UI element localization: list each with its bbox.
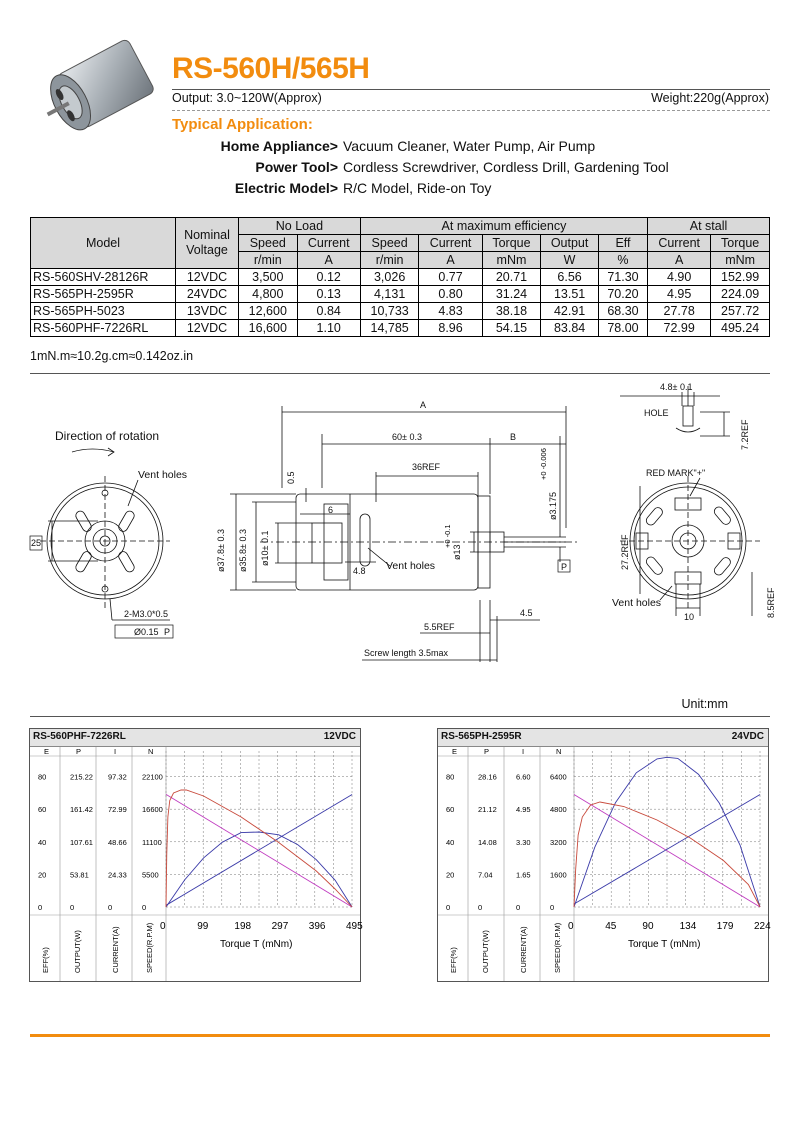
y-tick: 0 (446, 903, 451, 912)
y-tick: 1600 (550, 870, 567, 880)
th-voltage: Nominal Voltage (176, 218, 239, 269)
spec-table (30, 217, 770, 337)
chart-voltage: 24VDC (731, 731, 764, 742)
y-tick: 97.32 (108, 772, 127, 782)
dim-45: 4.5 (520, 608, 533, 618)
col-head: N (556, 747, 562, 756)
y-tick: 215.22 (70, 772, 93, 782)
y-tick: 4800 (550, 805, 567, 815)
table-cell: 4.95 (648, 286, 711, 303)
x-tick: 396 (308, 921, 326, 932)
tolerance-value: Ø0.15 (134, 627, 159, 637)
y-tick: 0 (38, 903, 43, 912)
m3-label: 2-M3.0*0.5 (124, 609, 169, 619)
th-unit: r/min (360, 252, 419, 269)
dim-13: ø13 (452, 544, 462, 560)
th-unit: r/min (239, 252, 298, 269)
x-tick: 224 (754, 921, 771, 932)
y-tick: 22100 (142, 772, 163, 782)
table-cell: 4.90 (648, 269, 711, 286)
table-cell: 0.77 (419, 269, 482, 286)
title-divider (172, 89, 770, 90)
dim-3175: ø3.175 (548, 491, 558, 520)
y-tick: 28.16 (478, 772, 497, 782)
th-col: Torque (482, 235, 541, 252)
table-cell: RS-560SHV-28126R (31, 269, 176, 286)
table-cell: 257.72 (711, 303, 770, 320)
th-col: Current (648, 235, 711, 252)
table-cell: RS-565PH-2595R (31, 286, 176, 303)
y-tick: 11100 (142, 837, 162, 847)
table-cell: 6.56 (541, 269, 599, 286)
conversion-note: 1mN.m≈10.2g.cm≈0.142oz.in (30, 349, 194, 363)
th-col: Current (419, 235, 482, 252)
table-cell: RS-565PH-5023 (31, 303, 176, 320)
unit-label: Unit:mm (681, 697, 728, 711)
th-col: Eff (598, 235, 647, 252)
table-cell: 72.99 (648, 320, 711, 337)
table-cell: 83.84 (541, 320, 599, 337)
y-tick: 0 (70, 903, 75, 912)
table-cell: RS-560PHF-7226RL (31, 320, 176, 337)
table-cell: 13.51 (541, 286, 599, 303)
datum-p: P (561, 562, 568, 572)
dim-48: 4.8 (353, 566, 366, 576)
th-stall: At stall (648, 218, 770, 235)
app-label: Home Appliance> (220, 138, 338, 154)
y-tick: 24.33 (108, 870, 127, 880)
table-cell: 14,785 (360, 320, 419, 337)
table-cell: 13VDC (176, 303, 239, 320)
th-col: Speed (360, 235, 419, 252)
app-label: Electric Model> (234, 180, 338, 196)
output-spec: Output: 3.0~120W(Approx) (172, 91, 322, 105)
y-axis-label: EFF(%) (449, 947, 458, 973)
table-cell: 0.84 (297, 303, 360, 320)
dim-60: 60± 0.3 (392, 432, 422, 442)
table-cell: 24VDC (176, 286, 239, 303)
back-vent-label: Vent holes (612, 597, 662, 609)
chart-voltage: 12VDC (323, 731, 356, 742)
col-head: I (114, 747, 117, 756)
y-tick: 0 (516, 903, 521, 912)
table-cell: 8.96 (419, 320, 482, 337)
dim-72: 7.2REF (740, 419, 750, 450)
hole-label: HOLE (644, 408, 669, 418)
y-tick: 21.12 (478, 805, 497, 815)
dim-B: B (510, 432, 517, 442)
y-axis-label: OUTPUT(W) (73, 930, 82, 973)
y-tick: 60 (446, 805, 455, 815)
table-cell: 71.30 (598, 269, 647, 286)
table-cell: 27.78 (648, 303, 711, 320)
table-cell: 152.99 (711, 269, 770, 286)
col-head: I (522, 747, 525, 756)
y-tick: 0 (142, 903, 147, 912)
table-cell: 4.83 (419, 303, 482, 320)
drawing-divider (30, 716, 770, 717)
table-cell: 12VDC (176, 269, 239, 286)
table-row (31, 286, 770, 303)
y-tick: 107.61 (70, 837, 93, 847)
red-mark-label: RED MARK"+" (646, 468, 706, 478)
table-cell: 495.24 (711, 320, 770, 337)
y-axis-label: EFF(%) (41, 947, 50, 973)
dim-3175-tol: +0 -0.006 (539, 448, 548, 480)
table-cell: 70.20 (598, 286, 647, 303)
y-axis-label: CURRENT(A) (519, 926, 528, 973)
dim-10b: 10 (684, 612, 695, 622)
th-unit: W (541, 252, 599, 269)
th-unit: % (598, 252, 647, 269)
th-unit: A (419, 252, 482, 269)
table-cell: 54.15 (482, 320, 541, 337)
x-tick: 134 (679, 921, 697, 932)
table-cell: 31.24 (482, 286, 541, 303)
x-tick: 99 (197, 921, 209, 932)
th-unit: mNm (482, 252, 541, 269)
y-tick: 60 (38, 805, 47, 815)
table-row (31, 303, 770, 320)
back-view-right (620, 386, 760, 616)
table-cell: 20.71 (482, 269, 541, 286)
y-axis-label: SPEED(R.P.M) (553, 922, 562, 973)
x-tick: 0 (568, 921, 574, 932)
side-view (230, 406, 580, 662)
y-tick: 20 (38, 870, 47, 880)
th-col: Output (541, 235, 599, 252)
app-label: Power Tool> (255, 159, 338, 175)
chart-header (438, 729, 768, 747)
dim-378: ø37.8± 0.3 (216, 529, 226, 572)
th-unit: A (648, 252, 711, 269)
table-cell: 1.10 (297, 320, 360, 337)
note-divider (30, 373, 770, 374)
col-head: E (44, 747, 50, 756)
x-tick: 179 (716, 921, 734, 932)
application-heading: Typical Application: (172, 116, 313, 133)
chart-plot (30, 747, 363, 981)
dim-25: 25 (31, 538, 42, 548)
y-tick: 53.81 (70, 870, 89, 880)
y-tick: 0 (478, 903, 483, 912)
x-tick: 45 (605, 921, 617, 932)
table-cell: 0.80 (419, 286, 482, 303)
weight-spec: Weight:220g(Approx) (651, 91, 769, 105)
y-axis-label: SPEED(R.P.M) (145, 922, 154, 973)
dim-36: 36REF (412, 462, 441, 472)
motor-photo (28, 36, 168, 144)
chart-2 (437, 728, 769, 982)
y-tick: 4.95 (516, 805, 531, 815)
dim-13-tol: +0 -0.1 (443, 524, 452, 548)
app-value: R/C Model, Ride-on Toy (343, 180, 492, 196)
table-row (31, 320, 770, 337)
y-tick: 7.04 (478, 870, 493, 880)
table-cell: 16,600 (239, 320, 298, 337)
chart-title: RS-560PHF-7226RL (33, 731, 126, 742)
footer-bar (30, 1034, 770, 1037)
th-maxeff: At maximum efficiency (360, 218, 647, 235)
x-axis-label: Torque T (mNm) (628, 939, 701, 950)
col-head: E (452, 747, 458, 756)
y-tick: 6.60 (516, 772, 531, 782)
x-tick: 198 (234, 921, 252, 932)
y-tick: 80 (38, 772, 47, 782)
table-cell: 224.09 (711, 286, 770, 303)
x-tick: 495 (346, 921, 363, 932)
x-tick: 297 (271, 921, 289, 932)
dash-divider (172, 110, 770, 111)
dim-6: 6 (328, 505, 334, 515)
col-head: N (148, 747, 154, 756)
table-cell: 0.13 (297, 286, 360, 303)
product-title: RS-560H/565H (172, 52, 370, 85)
y-axis-label: OUTPUT(W) (481, 930, 490, 973)
chart-header (30, 729, 360, 747)
th-unit: mNm (711, 252, 770, 269)
table-cell: 4,800 (239, 286, 298, 303)
th-col: Current (297, 235, 360, 252)
y-tick: 80 (446, 772, 455, 782)
chart-title: RS-565PH-2595R (441, 731, 522, 742)
y-tick: 40 (446, 837, 455, 847)
x-tick: 0 (160, 921, 166, 932)
table-cell: 12,600 (239, 303, 298, 320)
y-tick: 3200 (550, 837, 567, 847)
table-cell: 12VDC (176, 320, 239, 337)
chart-1 (29, 728, 361, 982)
technical-drawing (0, 376, 800, 696)
y-tick: 1.65 (516, 870, 531, 880)
y-tick: 20 (446, 870, 455, 880)
dim-272: 27.2REF (620, 534, 630, 570)
th-model: Model (31, 218, 176, 269)
y-tick: 161.42 (70, 805, 93, 815)
table-cell: 38.18 (482, 303, 541, 320)
y-tick: 40 (38, 837, 47, 847)
dim-A: A (420, 400, 427, 410)
y-tick: 5500 (142, 870, 159, 880)
y-tick: 0 (108, 903, 113, 912)
screw-length: Screw length 3.5max (364, 648, 449, 658)
y-tick: 16600 (142, 805, 163, 815)
dim-85: 8.5REF (766, 587, 776, 618)
th-unit: A (297, 252, 360, 269)
th-col: Torque (711, 235, 770, 252)
dim-10: ø10± 0.1 (260, 530, 270, 566)
col-head: P (484, 747, 490, 756)
table-cell: 3,026 (360, 269, 419, 286)
table-cell: 4,131 (360, 286, 419, 303)
y-tick: 72.99 (108, 805, 127, 815)
y-tick: 0 (550, 903, 555, 912)
y-axis-label: CURRENT(A) (111, 926, 120, 973)
y-tick: 3.30 (516, 837, 531, 847)
dim-55: 5.5REF (424, 622, 455, 632)
col-head: P (76, 747, 82, 756)
th-noload: No Load (239, 218, 361, 235)
app-value: Cordless Screwdriver, Cordless Drill, Gardening Tool (343, 159, 669, 175)
tolerance-p: P (164, 627, 171, 637)
x-axis-label: Torque T (mNm) (220, 939, 293, 950)
table-cell: 78.00 (598, 320, 647, 337)
direction-label: Direction of rotation (55, 429, 160, 443)
side-vent-label: Vent holes (386, 560, 436, 572)
table-cell: 0.12 (297, 269, 360, 286)
table-cell: 68.30 (598, 303, 647, 320)
vent-holes-label: Vent holes (138, 469, 188, 481)
dim-358: ø35.8± 0.3 (238, 529, 248, 572)
table-row (31, 269, 770, 286)
y-tick: 48.66 (108, 837, 127, 847)
dim-05: 0.5 (286, 471, 296, 484)
table-cell: 3,500 (239, 269, 298, 286)
app-value: Vacuum Cleaner, Water Pump, Air Pump (343, 138, 596, 154)
y-tick: 6400 (550, 772, 567, 782)
dim-48b: 4.8± 0.1 (660, 382, 693, 392)
x-tick: 90 (642, 921, 654, 932)
th-col: Speed (239, 235, 298, 252)
chart-plot (438, 747, 771, 981)
table-cell: 42.91 (541, 303, 599, 320)
table-cell: 10,733 (360, 303, 419, 320)
y-tick: 14.08 (478, 837, 497, 847)
